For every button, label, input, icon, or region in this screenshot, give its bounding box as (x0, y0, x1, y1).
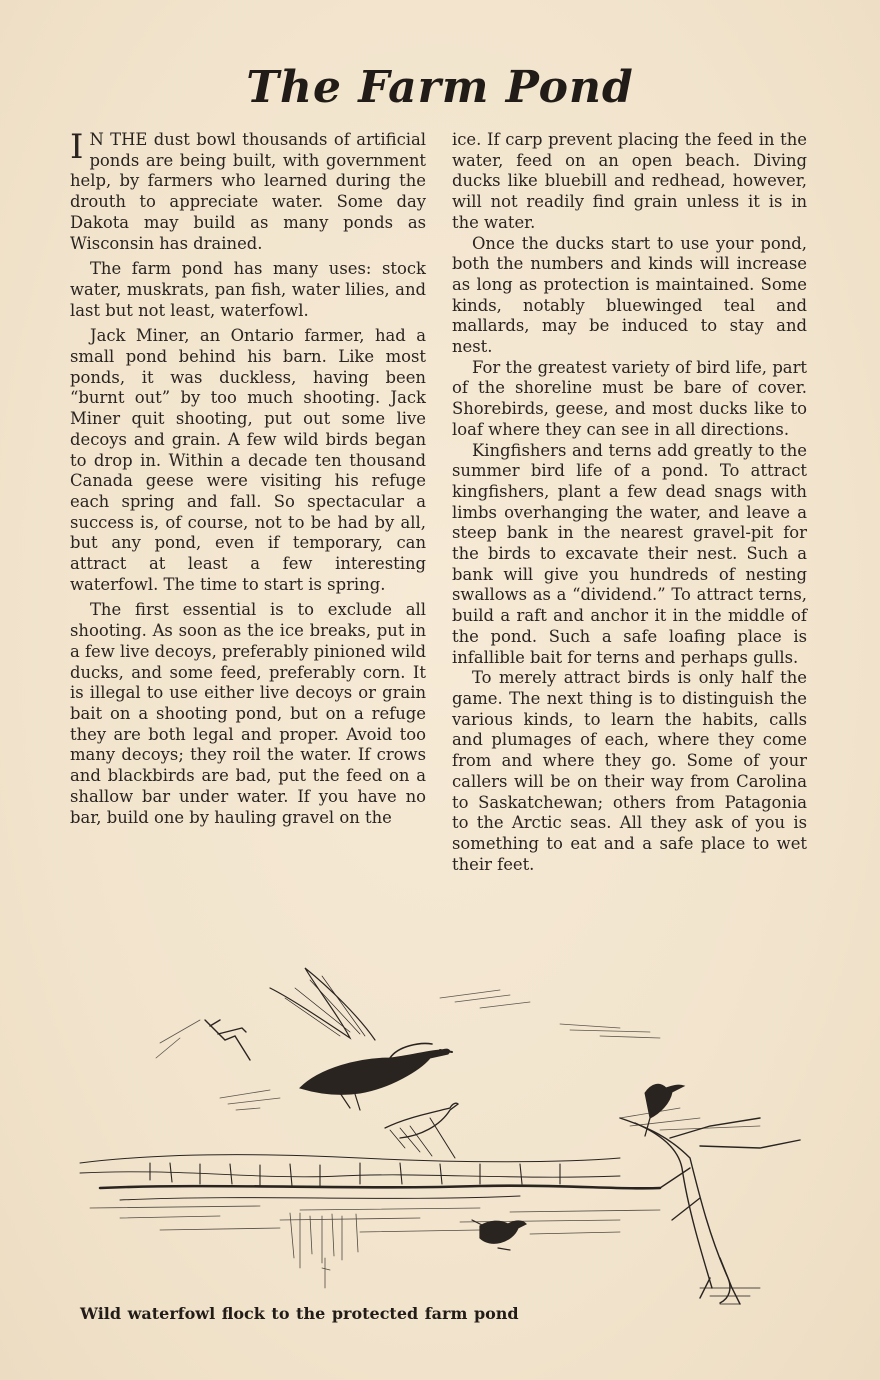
paragraph-4: The first essential is to exclude all shooting. As soon as the ice breaks, put in a few live decoys, preferably pinioned wild ducks, and some feed, preferably corn. It is illegal to use either live decoys or grain bait on a shooting pond, but on a refuge they are both legal and proper. Avoid too many decoys; they roil the water. If crows and blackbirds are bad, put the feed on a shallow bar under water. If you have no bar, build one by hauling gravel on the (70, 600, 426, 827)
paragraph-1-text: N THE dust bowl thousands of artificial ponds are being built, with government help, by farmers who learned during the drouth to appreciate water. Some day Dakota may build as many ponds as Wisconsin has drained. (70, 130, 426, 253)
illustration-caption: Wild waterfowl flock to the protected farm pond (80, 1304, 519, 1323)
water-reflections-icon (90, 1206, 660, 1288)
waterfowl-pond-illustration (60, 958, 820, 1323)
dead-snag-icon (620, 1118, 800, 1304)
flying-mallard-icon (270, 968, 452, 1110)
kingfisher-icon (645, 1084, 684, 1136)
right-column (452, 130, 807, 875)
left-column (70, 127, 426, 833)
paragraph-7: For the greatest variety of bird life, part of the shoreline must be bare of cover. Shorebirds, geese, and most ducks like to loaf where they can see in all directions. (452, 357, 807, 439)
drop-cap: I (70, 127, 84, 167)
shoreline-reeds-icon (80, 1155, 660, 1200)
flying-duck-icon (385, 1103, 458, 1158)
article-title: The Farm Pond (246, 62, 634, 113)
paragraph-9: To merely attract birds is only half the game. The next thing is to distinguish the various kinds, to learn the habits, calls and plumages of each, where they come from and where they go. Some of your callers will be on their way from Carolina to Saskatchewan; others from Patagonia to the Arctic seas. All they ask of you is something to eat and a safe place to wet their feet. (452, 668, 807, 874)
paragraph-2: The farm pond has many uses: stock water, muskrats, pan fish, water lilies, and last but not least, waterfowl. (70, 259, 426, 320)
paragraph-8: Kingfishers and terns add greatly to the summer bird life of a pond. To attract kingfishers, plant a few dead snags with limbs overhanging the water, and leave a steep bank in the nearest gravel-pit for the birds to excavate their nest. Such a bank will give you hundreds of nesting swallows as a “dividend.” To attract terns, build a raft and anchor it in the middle of the pond. Such a safe loafing place is infallible bait for terns and perhaps gulls. (452, 440, 807, 667)
flying-duck-small-icon (205, 1020, 250, 1060)
swimming-duck-icon (472, 1220, 526, 1250)
sky-streaks-icon (156, 990, 760, 1130)
paragraph-5: ice. If carp prevent placing the feed in the water, feed on an open beach. Diving ducks like bluebill and redhead, however, will not readily find grain unless it is in the water. (452, 130, 807, 232)
paragraph-3: Jack Miner, an Ontario farmer, had a small pond behind his barn. Like most ponds, it was duckless, having been “burnt out” by too much shooting. Jack Miner quit shooting, put out some live decoys and grain. A few wild birds began to drop in. Within a decade ten thousand Canada geese were visiting his refuge each spring and fall. So spectacular a success is, of course, not to be had by all, but any pond, even if temporary, can attract at least a few interesting waterfowl. The time to start is spring. (70, 326, 426, 594)
paragraph-1 (70, 127, 426, 254)
paragraph-6: Once the ducks start to use your pond, both the numbers and kinds will increase as long as protection is maintained. Some kinds, notably bluewinged teal and mallards, may be induced to stay and nest. (452, 233, 807, 357)
